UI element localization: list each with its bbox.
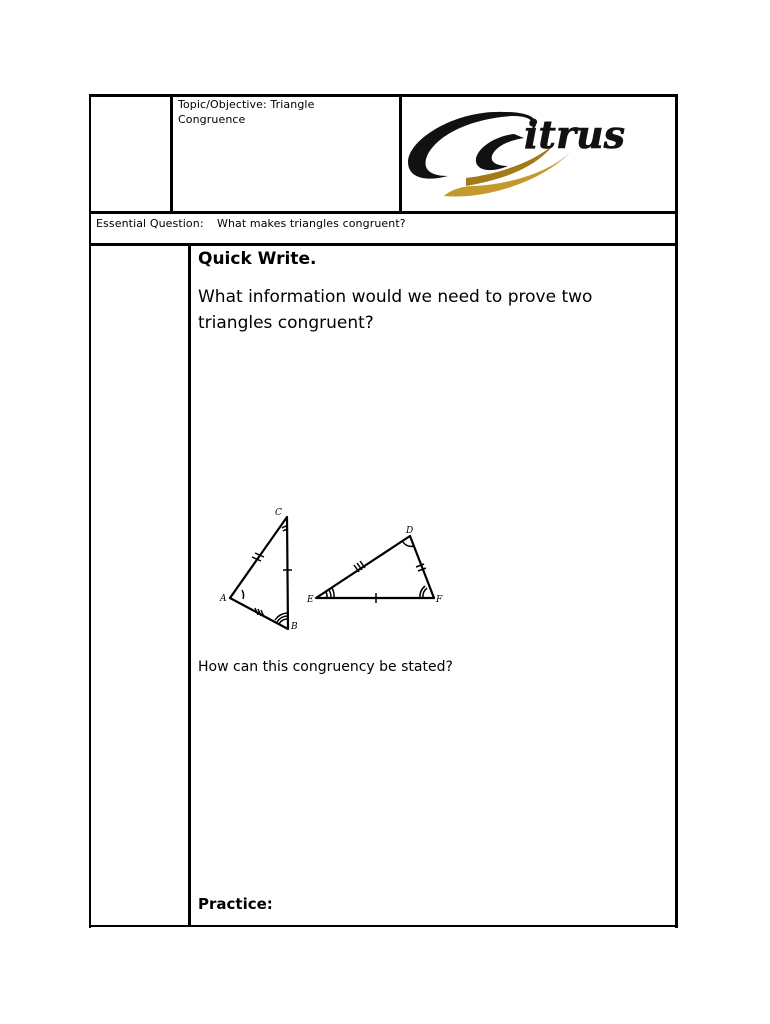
frame-left-border bbox=[89, 94, 91, 928]
header-divider-1 bbox=[170, 94, 173, 214]
citrus-logo bbox=[404, 100, 674, 208]
header-divider-2 bbox=[399, 94, 402, 214]
essential-bottom-border bbox=[89, 243, 678, 246]
essential-question-label: Essential Question: bbox=[96, 217, 204, 230]
frame-bottom-border bbox=[89, 925, 678, 927]
vertex-label-e: E bbox=[307, 595, 314, 605]
topic-objective: Topic/Objective: Triangle Congruence bbox=[178, 98, 315, 126]
congruent-triangles-figure bbox=[215, 500, 455, 640]
congruency-question: How can this congruency be stated? bbox=[198, 659, 453, 675]
vertex-label-d: D bbox=[406, 526, 414, 536]
logo-wordmark: itrus bbox=[524, 112, 626, 157]
notes-column-divider bbox=[188, 243, 191, 927]
vertex-label-b: B bbox=[291, 622, 298, 632]
header-bottom-border bbox=[89, 211, 678, 214]
practice-label: Practice: bbox=[198, 895, 273, 913]
vertex-label-a: A bbox=[220, 594, 227, 604]
vertex-label-c: C bbox=[275, 508, 282, 518]
quick-write-title: Quick Write. bbox=[198, 249, 317, 269]
frame-right-border bbox=[675, 94, 678, 928]
vertex-label-f: F bbox=[436, 595, 443, 605]
essential-question-text: What makes triangles congruent? bbox=[217, 217, 406, 230]
quick-write-question: What information would we need to prove two triangles congruent? bbox=[198, 287, 593, 333]
